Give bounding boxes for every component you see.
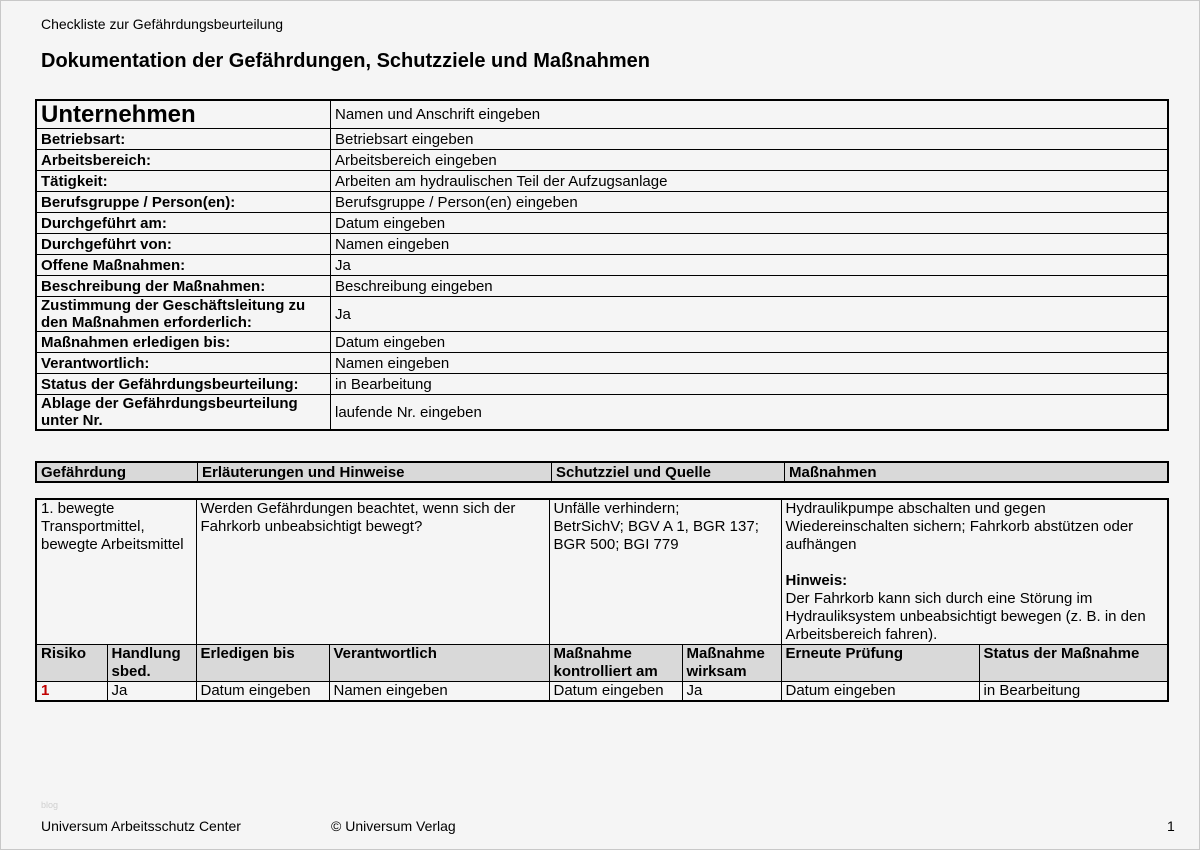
info-row-status — [36, 374, 1168, 395]
goal-line: Unfälle verhindern; — [553, 500, 680, 517]
note-title: Hinweis: — [785, 572, 848, 589]
column-header-pruefung: Erneute Prüfung — [781, 645, 979, 682]
info-label — [36, 395, 331, 431]
info-value[interactable]: Betriebsart eingeben — [331, 129, 1169, 150]
note-line: Arbeitsbereich fahren). — [785, 626, 938, 643]
hazard-header-table — [35, 461, 1169, 483]
risk-value[interactable]: 1 — [36, 682, 107, 702]
info-value[interactable]: Arbeiten am hydraulischen Teil der Aufzugsanlage — [331, 171, 1169, 192]
info-value[interactable]: Namen und Anschrift eingeben — [331, 100, 1169, 129]
info-row-unternehmen — [36, 100, 1168, 129]
pruefung-value[interactable]: Datum eingeben — [781, 682, 979, 702]
column-header-status: Status der Maßnahme — [979, 645, 1168, 682]
column-header-line: sbed. — [111, 663, 151, 680]
note-line: Hydrauliksystem unbeabsichtigt bewegen (z. B. in den — [785, 608, 1146, 625]
info-value[interactable]: Berufsgruppe / Person(en) eingeben — [331, 192, 1169, 213]
info-label: Maßnahmen erledigen bis: — [36, 332, 331, 353]
info-row-taetigkeit — [36, 171, 1168, 192]
info-row-betriebsart — [36, 129, 1168, 150]
hazard-cell — [36, 499, 196, 645]
goal-line: BetrSichV; BGV A 1, BGR 137; — [553, 518, 759, 535]
hazard-table — [35, 498, 1169, 702]
goal-line: BGR 500; BGI 779 — [553, 536, 679, 553]
info-row-erledigen-bis — [36, 332, 1168, 353]
measures-cell — [781, 499, 1168, 645]
risk-header-row — [36, 645, 1168, 682]
document-header: Checkliste zur Gefährdungsbeurteilung — [41, 16, 284, 32]
column-header-wirksam — [682, 645, 781, 682]
company-info-table — [35, 99, 1169, 431]
hazard-line: Transportmittel, — [41, 518, 145, 535]
info-value[interactable]: Arbeitsbereich eingeben — [331, 150, 1169, 171]
info-label-line: Ablage der Gefährdungsbeurteilung — [41, 395, 298, 412]
info-row-berufsgruppe — [36, 192, 1168, 213]
column-header-line: wirksam — [686, 663, 747, 680]
column-header: Schutzziel und Quelle — [552, 462, 785, 482]
info-value[interactable]: Namen eingeben — [331, 234, 1169, 255]
info-label: Offene Maßnahmen: — [36, 255, 331, 276]
page-title: Dokumentation der Gefährdungen, Schutzziele und Maßnahmen — [41, 50, 650, 72]
info-label: Durchgeführt von: — [36, 234, 331, 255]
column-header-verantwortlich: Verantwortlich — [329, 645, 549, 682]
info-label: Verantwortlich: — [36, 353, 331, 374]
info-value[interactable]: laufende Nr. eingeben — [331, 395, 1169, 431]
measures-line: Hydraulikpumpe abschalten und gegen — [785, 500, 1046, 517]
info-label: Betriebsart: — [36, 129, 331, 150]
column-header: Gefährdung — [36, 462, 198, 482]
info-value[interactable]: in Bearbeitung — [331, 374, 1169, 395]
column-header-line: kontrolliert am — [553, 663, 658, 680]
info-label: Berufsgruppe / Person(en): — [36, 192, 331, 213]
hazard-header-row — [36, 462, 1168, 482]
info-row-offene-massnahmen — [36, 255, 1168, 276]
column-header-line: Maßnahme — [553, 645, 632, 662]
info-row-arbeitsbereich — [36, 150, 1168, 171]
risk-values-row — [36, 682, 1168, 702]
info-value[interactable]: Namen eingeben — [331, 353, 1169, 374]
info-label: Durchgeführt am: — [36, 213, 331, 234]
info-row-verantwortlich — [36, 353, 1168, 374]
hazard-row — [36, 499, 1168, 645]
measures-line: aufhängen — [785, 536, 857, 553]
info-label — [36, 297, 331, 332]
explanation-line: Werden Gefährdungen beachtet, wenn sich der — [200, 500, 516, 517]
measures-line: Wiedereinschalten sichern; Fahrkorb abstützen oder — [785, 518, 1134, 535]
info-label: Beschreibung der Maßnahmen: — [36, 276, 331, 297]
column-header-erledigen: Erledigen bis — [196, 645, 329, 682]
column-header-line: Maßnahme — [686, 645, 765, 662]
status-value[interactable]: in Bearbeitung — [979, 682, 1168, 702]
info-value[interactable]: Ja — [331, 297, 1169, 332]
info-row-beschreibung — [36, 276, 1168, 297]
hazard-line: 1. bewegte — [41, 500, 115, 517]
wirksam-value[interactable]: Ja — [682, 682, 781, 702]
footer-left: Universum Arbeitsschutz Center — [41, 818, 241, 834]
info-value[interactable]: Datum eingeben — [331, 332, 1169, 353]
info-label: Arbeitsbereich: — [36, 150, 331, 171]
info-row-durchgefuehrt-von — [36, 234, 1168, 255]
footer-center: © Universum Verlag — [331, 818, 456, 834]
info-label-line: unter Nr. — [41, 412, 103, 429]
column-header-line: Handlung — [111, 645, 181, 662]
verantwortlich-value[interactable]: Namen eingeben — [329, 682, 549, 702]
info-value[interactable]: Ja — [331, 255, 1169, 276]
column-header: Maßnahmen — [785, 462, 1169, 482]
column-header-risiko: Risiko — [36, 645, 107, 682]
info-row-ablage — [36, 395, 1168, 431]
info-label: Unternehmen — [36, 100, 331, 129]
handlung-value[interactable]: Ja — [107, 682, 196, 702]
column-header-kontrolliert — [549, 645, 682, 682]
goal-cell — [549, 499, 781, 645]
explanation-cell — [196, 499, 549, 645]
explanation-line: Fahrkorb unbeabsichtigt bewegt? — [200, 518, 423, 535]
page-number: 1 — [1167, 818, 1175, 834]
column-header-handlung — [107, 645, 196, 682]
info-row-zustimmung — [36, 297, 1168, 332]
info-label-line: Zustimmung der Geschäftsleitung zu — [41, 297, 306, 314]
info-label: Status der Gefährdungsbeurteilung: — [36, 374, 331, 395]
kontrolliert-value[interactable]: Datum eingeben — [549, 682, 682, 702]
column-header: Erläuterungen und Hinweise — [198, 462, 552, 482]
info-label-line: den Maßnahmen erforderlich: — [41, 314, 252, 331]
info-value[interactable]: Datum eingeben — [331, 213, 1169, 234]
footer-watermark: blog — [41, 800, 59, 810]
measures-gap — [786, 554, 1164, 572]
info-row-durchgefuehrt-am — [36, 213, 1168, 234]
info-value[interactable]: Beschreibung eingeben — [331, 276, 1169, 297]
hazard-line: bewegte Arbeitsmittel — [41, 536, 184, 553]
info-label: Tätigkeit: — [36, 171, 331, 192]
erledigen-value[interactable]: Datum eingeben — [196, 682, 329, 702]
note-line: Der Fahrkorb kann sich durch eine Störung im — [785, 590, 1093, 607]
